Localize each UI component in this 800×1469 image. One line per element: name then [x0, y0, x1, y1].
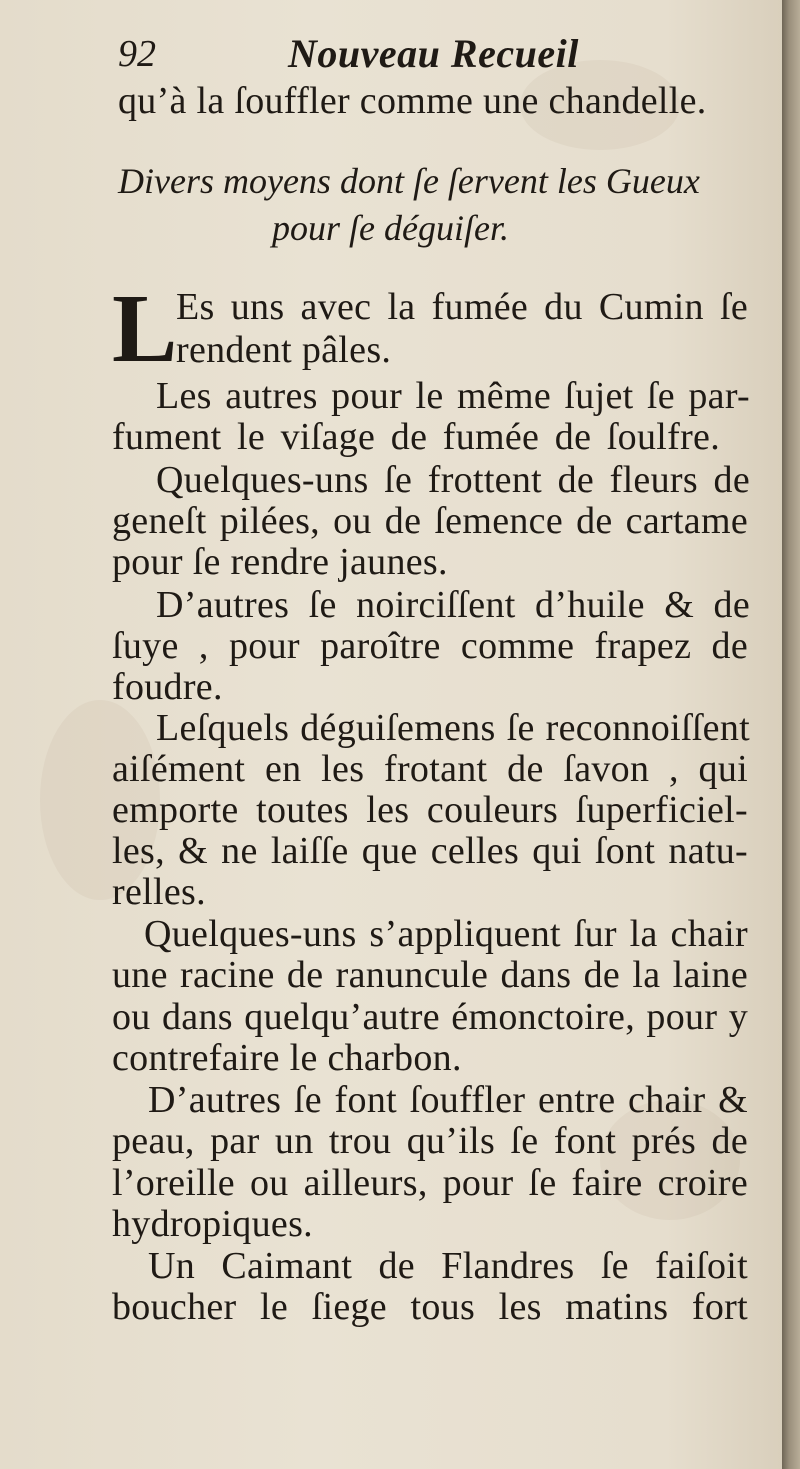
body-line: Es uns avec la fumée du Cumin ſe — [176, 286, 748, 328]
drop-cap: L — [112, 275, 178, 383]
body-line: D’autres ſe font ſouffler entre chair & — [148, 1079, 748, 1121]
body-line: aiſément en les frotant de ſavon , qui — [112, 748, 748, 790]
body-line: Leſquels déguiſemens ſe reconnoiſſent — [156, 707, 750, 749]
running-title: Nouveau Recueil — [288, 31, 579, 76]
body-line: pour ſe rendre jaunes. — [112, 541, 448, 583]
section-heading-line-2: pour ſe déguiſer. — [272, 208, 509, 248]
body-line: l’oreille ou ailleurs, pour ſe faire croire — [112, 1162, 748, 1204]
body-line: foudre. — [112, 666, 223, 708]
section-heading-line-1: Divers moyens dont ſe ſervent les Gueux — [118, 161, 700, 201]
body-line: geneſt pilées, ou de ſemence de cartame — [112, 500, 748, 542]
body-line: Les autres pour le même ſujet ſe par- — [156, 375, 750, 417]
body-line: relles. — [112, 871, 206, 913]
body-line: ou dans quelqu’autre émonctoire, pour y — [112, 996, 748, 1038]
body-line: rendent pâles. — [176, 329, 392, 371]
page-number: 92 — [118, 33, 156, 75]
page-header — [118, 26, 758, 82]
body-line: une racine de ranuncule dans de la laine — [112, 954, 748, 996]
body-line: contrefaire le charbon. — [112, 1037, 462, 1079]
body-line: peau, par un trou qu’ils ſe font prés de — [112, 1120, 748, 1162]
body-line: Quelques-uns ſe frottent de fleurs de — [156, 459, 750, 501]
body-line: fument le viſage de fumée de ſoulfre. — [112, 416, 720, 458]
body-line: D’autres ſe noirciſſent d’huile & de — [156, 584, 750, 626]
body-line: emporte toutes les couleurs ſuperficiel- — [112, 789, 748, 831]
body-line: ſuye , pour paroître comme frapez de — [112, 625, 748, 667]
body-line: Un Caimant de Flandres ſe faiſoit — [148, 1245, 748, 1287]
body-line: les, & ne laiſſe que celles qui ſont natu- — [112, 830, 748, 872]
body-line: boucher le ſiege tous les matins fort — [112, 1286, 748, 1328]
book-gutter — [782, 0, 800, 1469]
continuation-line: qu’à la ſouffler comme une chandelle. — [118, 80, 707, 122]
body-line: Quelques-uns s’appliquent ſur la chair — [144, 913, 748, 955]
body-line: hydropiques. — [112, 1203, 313, 1245]
